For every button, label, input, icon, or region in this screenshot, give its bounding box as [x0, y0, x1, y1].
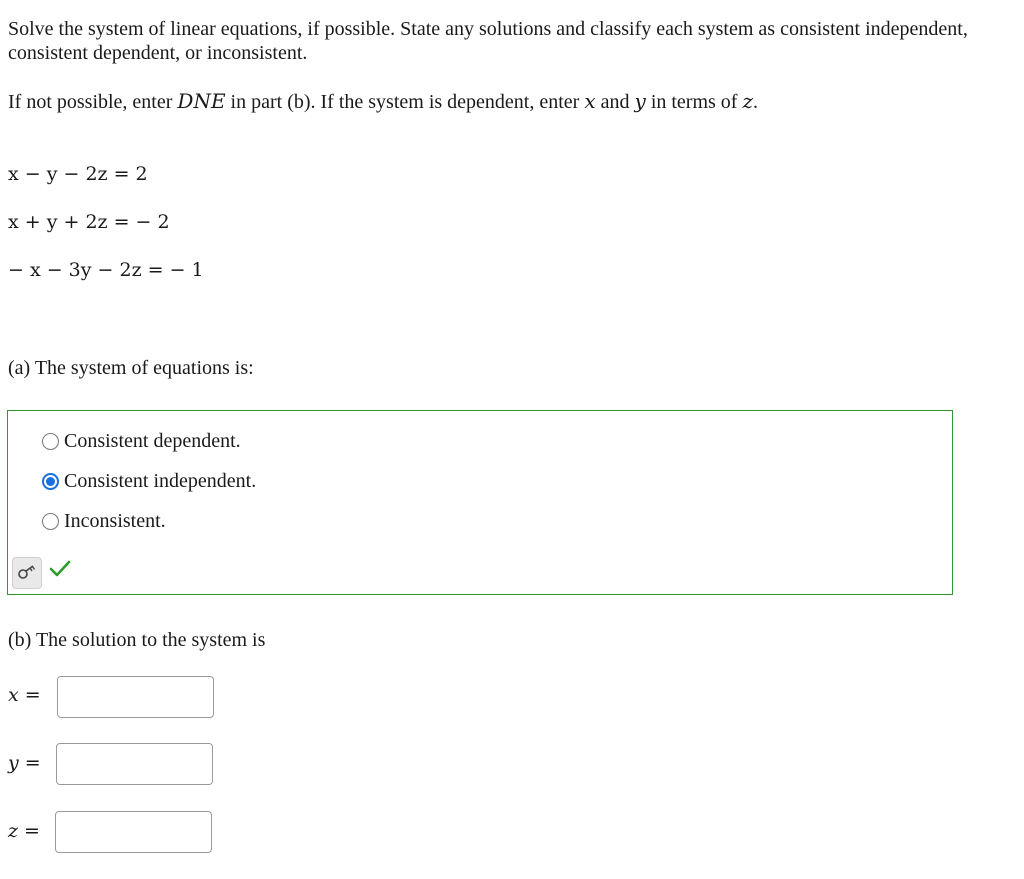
key-icon[interactable]: [12, 557, 42, 589]
option-consistent-independent[interactable]: [42, 468, 256, 494]
equation-3: − x − 3y − 2z = − 1: [8, 259, 204, 281]
z-label: z =: [8, 820, 40, 842]
key-icon-graphic: [17, 565, 37, 581]
instr-z: z: [742, 89, 754, 113]
option-consistent-dependent[interactable]: [42, 428, 241, 454]
instr-x: x: [584, 89, 596, 113]
x-input[interactable]: [57, 676, 214, 718]
instr-mid1: in part (b). If the system is dependent, enter: [225, 91, 585, 113]
option-label: Inconsistent.: [64, 509, 166, 532]
answer-choices-box: [7, 410, 953, 595]
instr-and: and: [595, 91, 635, 113]
option-inconsistent[interactable]: [42, 508, 166, 534]
option-label: Consistent dependent.: [64, 429, 241, 452]
correct-check-icon: [48, 557, 72, 579]
part-b-question: (b) The solution to the system is: [8, 629, 266, 651]
option-label: Consistent independent.: [64, 469, 257, 492]
instr-y: y: [634, 89, 646, 113]
equation-1: x − y − 2z = 2: [8, 163, 148, 185]
y-input[interactable]: [56, 743, 213, 785]
instr-mid2: in terms of: [645, 91, 743, 113]
problem-instructions: [8, 89, 968, 114]
equation-2: x + y + 2z = − 2: [8, 211, 170, 233]
instr-end: .: [753, 91, 759, 113]
problem-intro: Solve the system of linear equations, if possible. State any solutions and classify each system as consistent independent, consistent dependent, or inconsistent.: [8, 18, 968, 64]
dne-text: DNE: [177, 89, 226, 113]
radio-inconsistent[interactable]: [42, 513, 59, 530]
instr-before: If not possible, enter: [8, 91, 178, 113]
part-a-question: (a) The system of equations is:: [8, 357, 254, 379]
radio-consistent-dependent[interactable]: [42, 433, 59, 450]
radio-consistent-independent[interactable]: [42, 473, 59, 490]
y-label: y =: [8, 752, 41, 774]
z-input[interactable]: [55, 811, 212, 853]
x-label: x =: [8, 684, 41, 706]
